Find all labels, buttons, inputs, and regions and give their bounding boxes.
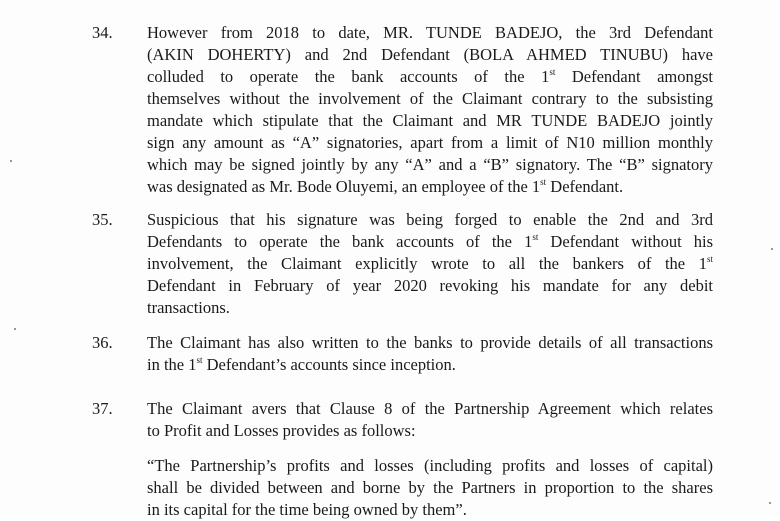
text-line: was designated as Mr. Bode Oluyemi, an employee of the 1st Defendant.: [147, 176, 624, 196]
scan-speck: [771, 248, 773, 250]
text-line: Defendant in February of year 2020 revoking his mandate for any debit: [147, 276, 713, 295]
scan-speck: [10, 160, 12, 162]
text-line: Defendants to operate the bank accounts of the 1st Defendant without his: [147, 231, 713, 251]
paragraph-text: [147, 398, 713, 442]
text-line: in its capital for the time being owned by them”.: [147, 500, 467, 519]
text-line: to Profit and Losses provides as follows:: [147, 421, 416, 440]
text-line: in the 1st Defendant’s accounts since inception.: [147, 354, 456, 374]
text-line: Suspicious that his signature was being forged to enable the 2nd and 3rd: [147, 210, 713, 229]
text-line: themselves without the involvement of the Claimant contrary to the subsisting: [147, 89, 713, 108]
paragraph-text: [147, 209, 713, 319]
quoted-clause: [147, 455, 713, 521]
text-line: shall be divided between and borne by the Partners in proportion to the shares: [147, 478, 713, 497]
text-line: The Claimant has also written to the banks to provide details of all transactions: [147, 333, 713, 352]
paragraph-text: [147, 332, 713, 376]
scan-speck: [14, 328, 16, 330]
paragraph-text: [147, 22, 713, 198]
text-line: transactions.: [147, 298, 230, 317]
text-line: mandate which stipulate that the Claimant and MR TUNDE BADEJO jointly: [147, 111, 713, 130]
paragraph-number: 34.: [92, 23, 113, 42]
paragraph-number: 35.: [92, 210, 113, 229]
text-line: The Claimant avers that Clause 8 of the Partnership Agreement which relates: [147, 399, 713, 418]
text-line: which may be signed jointly by any “A” and a “B” signatory. The “B” signatory: [147, 155, 713, 174]
scan-speck: [769, 502, 771, 504]
paragraph-number: 36.: [92, 333, 113, 352]
paragraph-number: 37.: [92, 399, 113, 418]
text-line: (AKIN DOHERTY) and 2nd Defendant (BOLA AHMED TINUBU) have: [147, 45, 713, 64]
text-line: sign any amount as “A” signatories, apart from a limit of N10 million monthly: [147, 133, 713, 152]
text-line: However from 2018 to date, MR. TUNDE BADEJO, the 3rd Defendant: [147, 23, 713, 42]
text-line: colluded to operate the bank accounts of the 1st Defendant amongst: [147, 66, 713, 86]
text-line: involvement, the Claimant explicitly wrote to all the bankers of the 1st: [147, 253, 713, 273]
text-line: “The Partnership’s profits and losses (including profits and losses of capital): [147, 456, 713, 475]
